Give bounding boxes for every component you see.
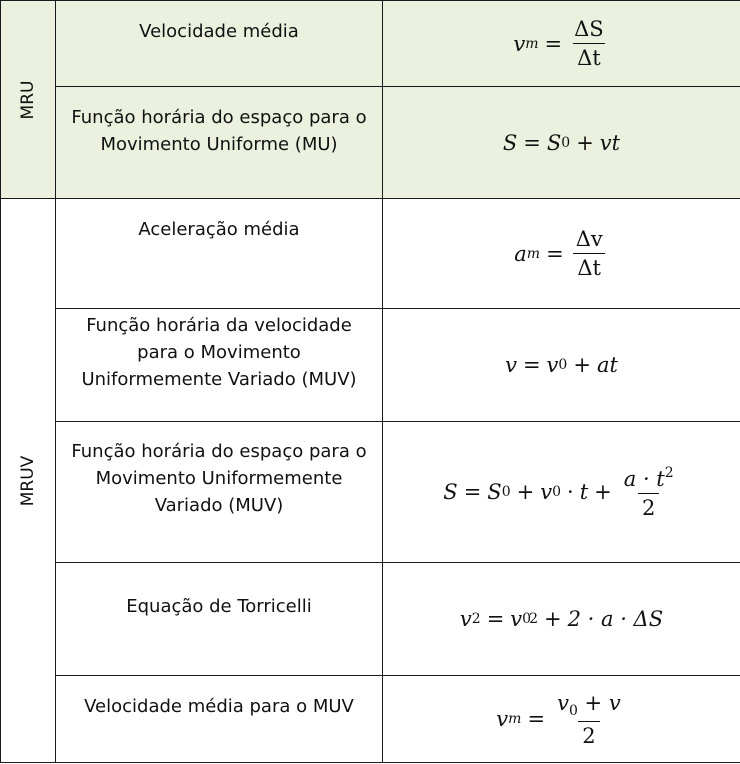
table-row [1,309,740,422]
table-row [1,199,740,309]
table-row [1,422,740,563]
table-row [1,563,740,676]
formula-torricelli: v 2 = v 0 2 + 2 · a · ΔS [383,563,740,676]
formula-position-muv: S = S 0 + v 0 · t + $\frac{a \cdot t^2}{2}$ [383,422,740,563]
row-label: Função horária do espaço para o Movimento Uniformemente Variado (MUV) [56,422,383,563]
formula-average-velocity: v m = $\frac{\Delta S}{\Delta t}$ [383,1,740,87]
group-label-text: MRUV [18,455,38,506]
formula-average-velocity-muv: v m = $\frac{v_0 + v}{2}$ [383,676,740,763]
group-label-mru [1,1,56,199]
formula-average-acceleration: a m = $\frac{\Delta v}{\Delta t}$ [383,199,740,309]
group-label-text: MRU [18,80,38,119]
row-label: Equação de Torricelli [56,563,383,676]
row-label: Função horária do espaço para o Movimento Uniforme (MU) [56,87,383,199]
table-row [1,676,740,763]
table-row [1,87,740,199]
row-label: Função horária da velocidade para o Movimento Uniformemente Variado (MUV) [56,309,383,422]
table-row [1,1,740,87]
row-label: Velocidade média [56,1,383,87]
row-label: Velocidade média para o MUV [56,676,383,763]
group-label-mruv [1,199,56,763]
row-label: Aceleração média [56,199,383,309]
formula-position-mu: S = S 0 + vt [383,87,740,199]
formula-velocity-muv: v = v 0 + at [383,309,740,422]
